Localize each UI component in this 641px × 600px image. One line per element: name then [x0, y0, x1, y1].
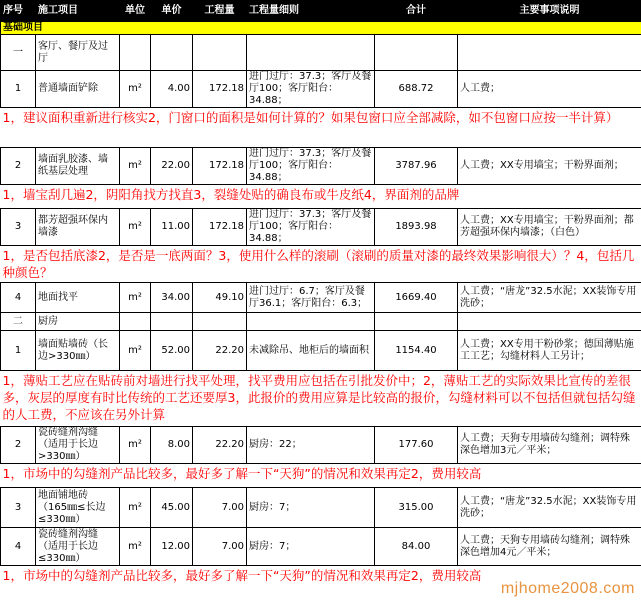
row-qty: 172.18: [193, 148, 247, 185]
header-no: 序号: [1, 1, 36, 22]
row-remark: 人工费；XX专用干粉砂浆；德国薄贴施工工艺；勾缝材料人工另计；: [458, 331, 641, 371]
note-text: 1，墙宝刮几遍2，阴阳角找方找直3，裂缝处贴的确良布或牛皮纸4，界面剂的品牌: [2, 187, 460, 202]
row-remark: 人工费；“唐龙”32.5水泥；XX装饰专用洗砂；: [458, 488, 641, 528]
header-detail: 工程量细则: [247, 1, 375, 22]
header-total: 合计: [375, 1, 458, 22]
table-row: [1, 427, 641, 464]
row-no: 4: [1, 528, 36, 566]
row-unit: m²: [120, 283, 151, 313]
group-no: 一: [1, 35, 36, 71]
row-qty: 49.10: [193, 283, 247, 313]
row-remark: 人工费；XX专用墙宝；干粉界面剂；: [458, 148, 641, 185]
header-remark: 主要事项说明: [458, 1, 641, 22]
row-item: 墙面贴墙砖（长边>330㎜）: [36, 331, 120, 371]
row-qty: 172.18: [193, 209, 247, 246]
group-no: 二: [1, 313, 36, 331]
row-item: 墙面乳胶漆、墙纸基层处理: [36, 148, 120, 185]
row-total: 688.72: [375, 71, 458, 108]
row-qty: 7.00: [193, 528, 247, 566]
row-remark: 人工费；天狗专用墙砖勾缝剂；调特殊深色增加4元／平米；: [458, 528, 641, 566]
note-row: [1, 464, 641, 488]
table-row: [1, 148, 641, 185]
row-item: 瓷砖缝剂沟缝（适用于长边≤330㎜）: [36, 528, 120, 566]
note-row: [1, 371, 641, 427]
row-item: 地面找平: [36, 283, 120, 313]
note-row: [1, 246, 641, 283]
row-no: 2: [1, 148, 36, 185]
row-remark: 人工费；XX专用墙宝；干粉界面剂；都芳超强环保内墙漆；（白色）: [458, 209, 641, 246]
row-no: 3: [1, 209, 36, 246]
row-item: 都芳超强环保内墙漆: [36, 209, 120, 246]
row-no: 2: [1, 427, 36, 464]
row-total: 3787.96: [375, 148, 458, 185]
note-text: 1，市场中的勾缝剂产品比较多，最好多了解一下“天狗”的情况和效果再定2，费用较高: [2, 568, 482, 583]
table-row: [1, 283, 641, 313]
row-unit: m²: [120, 528, 151, 566]
table-row: [1, 488, 641, 528]
row-detail: 进门过厅：37.3；客厅及餐厅100；客厅阳台：34.88；: [247, 148, 375, 185]
note-row: [1, 185, 641, 209]
row-price: 11.00: [151, 209, 193, 246]
header-price: 单价: [151, 1, 193, 22]
row-remark: 人工费；天狗专用墙砖勾缝剂；调特殊深色增加3元／平米；: [458, 427, 641, 464]
table-row: [1, 528, 641, 566]
row-item: 普通墙面铲除: [36, 71, 120, 108]
row-item: 瓷砖缝剂沟缝（适用于长边>330㎜）: [36, 427, 120, 464]
row-price: 4.00: [151, 71, 193, 108]
row-total: 177.60: [375, 427, 458, 464]
group-row: [1, 35, 641, 71]
group-name: 客厅、餐厅及过厅: [36, 35, 120, 71]
row-detail: 厨房：7；: [247, 528, 375, 566]
section-title: 基础项目: [1, 22, 641, 35]
row-price: 12.00: [151, 528, 193, 566]
row-total: 315.00: [375, 488, 458, 528]
row-no: 1: [1, 71, 36, 108]
table-row: [1, 71, 641, 108]
row-no: 1: [1, 331, 36, 371]
row-qty: 22.20: [193, 427, 247, 464]
row-no: 3: [1, 488, 36, 528]
row-total: 1893.98: [375, 209, 458, 246]
note-text: 1，市场中的勾缝剂产品比较多，最好多了解一下“天狗”的情况和效果再定2，费用较高: [2, 466, 482, 481]
row-unit: m²: [120, 331, 151, 371]
row-price: 8.00: [151, 427, 193, 464]
row-unit: m²: [120, 71, 151, 108]
row-price: 52.00: [151, 331, 193, 371]
row-unit: m²: [120, 148, 151, 185]
table-row: [1, 209, 641, 246]
table-row: [1, 331, 641, 371]
row-total: 1154.40: [375, 331, 458, 371]
row-detail: 进门过厅：6.7；客厅及餐厅36.1；客厅阳台：6.3；: [247, 283, 375, 313]
row-price: 22.00: [151, 148, 193, 185]
header-item: 施工项目: [36, 1, 120, 22]
row-unit: m²: [120, 488, 151, 528]
row-item: 地面铺地砖（165㎜≤长边≤330㎜）: [36, 488, 120, 528]
row-qty: 7.00: [193, 488, 247, 528]
row-price: 34.00: [151, 283, 193, 313]
header-row: [1, 1, 641, 22]
row-remark: 人工费；: [458, 71, 641, 108]
row-detail: 进门过厅：37.3；客厅及餐厅100；客厅阳台：34.88；: [247, 209, 375, 246]
row-detail: 未减除吊、地柜后的墙面积: [247, 331, 375, 371]
row-no: 4: [1, 283, 36, 313]
note-text: 1，建议面积重新进行核实2，门窗口的面积是如何计算的？如果包窗口应全部减除，如不包窗口应按一半计算）: [2, 110, 619, 125]
watermark: mjhome2008.com: [500, 580, 635, 597]
row-qty: 22.20: [193, 331, 247, 371]
row-detail: 进门过厅：37.3；客厅及餐厅100；客厅阳台：34.88；: [247, 71, 375, 108]
header-unit: 单位: [120, 1, 151, 22]
row-unit: m²: [120, 209, 151, 246]
note-text: 1，薄贴工艺应在贴砖前对墙进行找平处理，找平费用应包括在引批发价中；2，薄贴工艺的实际效果比宣传的差很多，灰层的厚度有时比传统的工艺还要厚3，此报价的费用应算是比较高的报价，勾缝材料可以不包括但就包括勾缝的人工费，不应该在另外计算: [2, 373, 636, 422]
row-total: 1669.40: [375, 283, 458, 313]
row-unit: m²: [120, 427, 151, 464]
header-qty: 工程量: [193, 1, 247, 22]
row-detail: 厨房：22；: [247, 427, 375, 464]
section-row: [1, 22, 641, 35]
row-detail: 厨房：7；: [247, 488, 375, 528]
row-remark: 人工费；“唐龙”32.5水泥；XX装饰专用洗砂；: [458, 283, 641, 313]
note-row: [1, 108, 641, 148]
row-total: 84.00: [375, 528, 458, 566]
row-qty: 172.18: [193, 71, 247, 108]
note-text: 1，是否包括底漆2，是否是一底两面？3，使用什么样的滚刷（滚刷的质量对漆的最终效果影响很大）？4，包括几种颜色？: [2, 248, 635, 280]
group-row: [1, 313, 641, 331]
row-price: 45.00: [151, 488, 193, 528]
group-name: 厨房: [36, 313, 120, 331]
